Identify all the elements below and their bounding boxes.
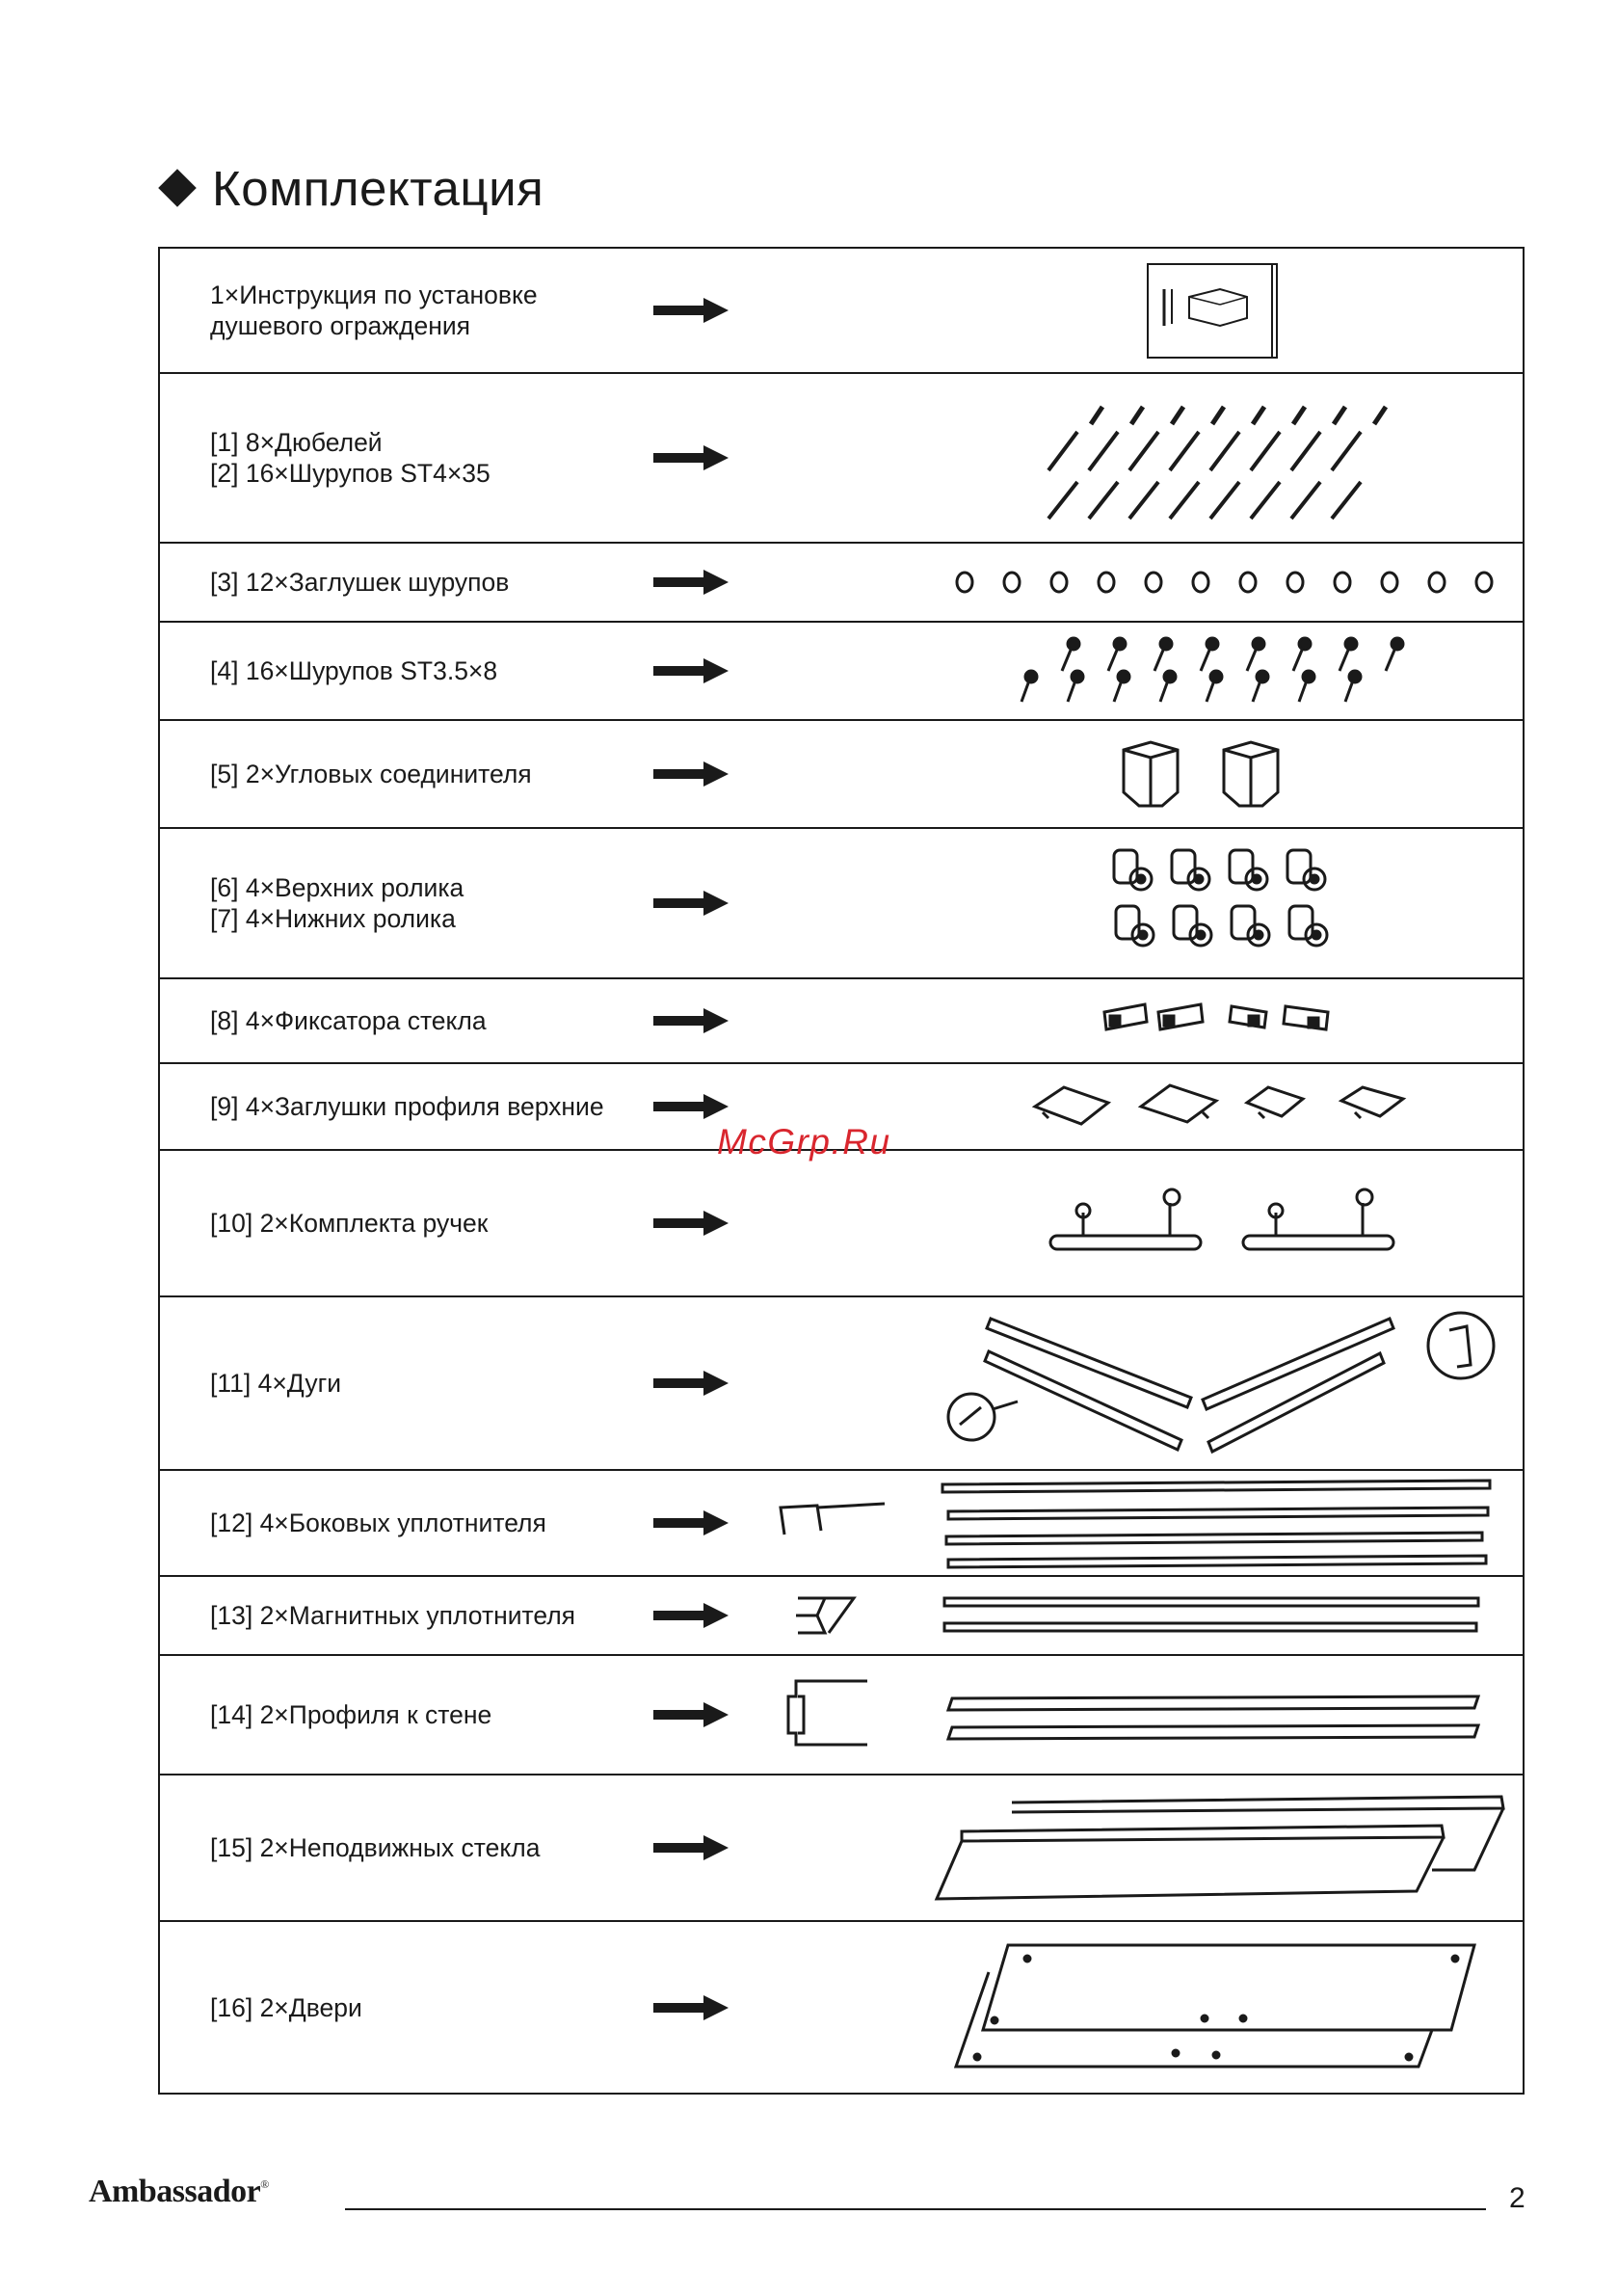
table-row <box>160 1775 1523 1922</box>
instruction-manual-illustration <box>160 249 1523 374</box>
row-label: [15] 2×Неподвижных стекла <box>210 1833 541 1862</box>
parts-table <box>158 247 1525 2095</box>
table-row <box>160 249 1523 374</box>
section-heading <box>156 154 544 222</box>
brand-logo: Ambassador® <box>89 2174 269 2209</box>
diamond-bullet-icon <box>158 169 197 207</box>
row-label: [9] 4×Заглушки профиля верхние <box>210 1092 604 1121</box>
footer-divider <box>345 2208 1486 2210</box>
glass-clamps-illustration <box>160 979 1523 1064</box>
row-label: [5] 2×Угловых соединителя <box>210 760 532 788</box>
row-label: [4] 16×Шурупов ST3.5×8 <box>210 656 498 685</box>
table-row <box>160 544 1523 623</box>
row-label: [6] 4×Верхних ролика [7] 4×Нижних ролика <box>210 873 464 933</box>
dowels-screws-illustration <box>160 374 1523 544</box>
row-label: [14] 2×Профиля к стене <box>210 1700 492 1729</box>
rollers-illustration <box>160 829 1523 979</box>
small-screws-illustration <box>160 623 1523 721</box>
watermark: McGrp.Ru <box>717 1122 891 1161</box>
wall-profiles-illustration <box>160 1656 1523 1775</box>
section-title: Комплектация <box>212 160 544 216</box>
handles-illustration <box>160 1151 1523 1297</box>
table-row <box>160 1656 1523 1775</box>
table-row <box>160 1297 1523 1471</box>
row-label: [16] 2×Двери <box>210 1992 362 2022</box>
table-row <box>160 1471 1523 1577</box>
table-row <box>160 1151 1523 1297</box>
row-label: [3] 12×Заглушек шурупов <box>210 568 510 597</box>
table-row <box>160 829 1523 979</box>
row-label: [12] 4×Боковых уплотнителя <box>210 1508 546 1537</box>
table-row <box>160 1577 1523 1656</box>
row-label: [10] 2×Комплекта ручек <box>210 1209 489 1238</box>
row-label: [1] 8×Дюбелей [2] 16×Шурупов ST4×35 <box>210 428 491 488</box>
row-label: [11] 4×Дуги <box>210 1369 342 1398</box>
row-label: 1×Инструкция по установке душевого ограждения <box>210 280 538 340</box>
side-seals-illustration <box>160 1471 1523 1577</box>
table-row <box>160 374 1523 544</box>
doors-illustration <box>160 1922 1523 2093</box>
table-row <box>160 721 1523 829</box>
page-number: 2 <box>1509 2182 1525 2214</box>
row-label: [8] 4×Фиксатора стекла <box>210 1006 487 1035</box>
fixed-glass-illustration <box>160 1775 1523 1922</box>
table-row <box>160 623 1523 721</box>
corner-connectors-illustration <box>160 721 1523 829</box>
screw-caps-illustration <box>160 544 1523 623</box>
row-label: [13] 2×Магнитных уплотнителя <box>210 1601 576 1630</box>
arcs-illustration <box>160 1297 1523 1471</box>
table-row <box>160 979 1523 1064</box>
table-row <box>160 1922 1523 2093</box>
magnetic-seals-illustration <box>160 1577 1523 1656</box>
